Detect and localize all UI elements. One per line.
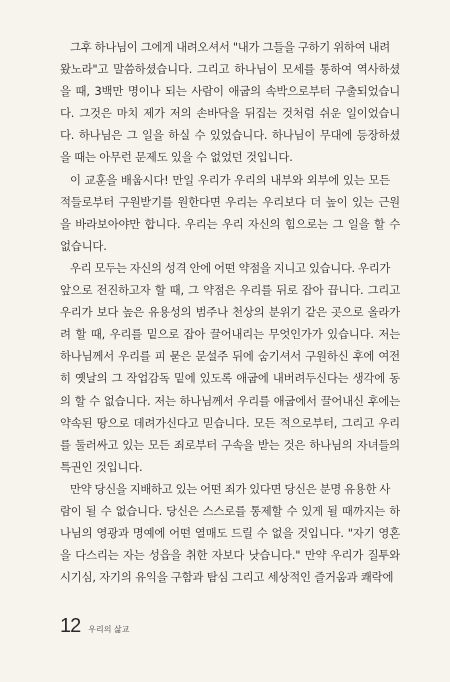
running-title: 우리의 삶교 [88, 625, 130, 634]
page-footer [60, 615, 129, 635]
text-line: 려 할 때, 우리를 밑으로 잡아 끌어내리는 무엇인가가 있습니다. 저는 [60, 327, 400, 342]
paragraph [60, 478, 400, 588]
text-line: 람이 될 수 없습니다. 당신은 스스로를 통제할 수 있게 될 때까지는 하 [60, 503, 400, 518]
paragraph [60, 36, 400, 169]
text-line: 을 때는 아무런 문제도 있을 수 없었던 것입니다. [60, 150, 293, 165]
text-line: 앞으로 전진하고자 할 때, 그 약점은 우리를 뒤로 잡아 끕니다. 그리고 [60, 283, 400, 298]
text-line: 의 할 수 없습니다. 저는 하나님께서 우리를 애굽에서 끌어내신 후에는 [60, 393, 400, 408]
page-number: 12 [60, 615, 81, 637]
text-line: 없습니다. [60, 238, 107, 253]
text-line: 이 교훈을 배웁시다! 만일 우리가 우리의 내부와 외부에 있는 모든 [70, 172, 390, 187]
text-line: 특권인 것입니다. [60, 459, 143, 474]
text-line: 시기심, 자기의 유익을 구함과 탐심 그리고 세상적인 즐거움과 쾌락에 [60, 570, 394, 585]
text-line: 적들로부터 구원받기를 원한다면 우리는 우리보다 더 높이 있는 근원 [60, 194, 400, 209]
text-line: 만약 당신을 지배하고 있는 어떤 죄가 있다면 당신은 분명 유용한 사 [70, 481, 390, 496]
body-text [60, 36, 400, 588]
text-line: 을 바라보아야만 합니다. 우리는 우리 자신의 힘으로는 그 일을 할 수 [60, 216, 400, 231]
text-line: 왔노라"고 말씀하셨습니다. 그리고 하나님이 모세를 통하여 역사하셨 [60, 62, 400, 77]
text-line: 다. 하나님은 그 일을 하실 수 있었습니다. 하나님이 무대에 등장하셨 [60, 128, 400, 143]
text-line: 그후 하나님이 그에게 내려오셔서 "내가 그들을 구하기 위하여 내려 [70, 40, 390, 54]
paragraph [60, 257, 400, 478]
text-line: 우리가 보다 높은 유용성의 범주나 천상의 분위기 같은 곳으로 올라가 [60, 305, 400, 320]
text-line: 약속된 땅으로 데려가신다고 믿습니다. 모든 적으로부터, 그리고 우리 [60, 415, 400, 430]
text-line: 을 때, 3백만 명이나 되는 사람이 애굽의 속박으로부터 구출되었습니 [60, 84, 400, 99]
text-line: 히 옛날의 그 작업감독 밑에 있도록 애굽에 내버려두신다는 생각에 동 [60, 371, 400, 386]
text-line: 을 다스리는 자는 성읍을 취한 자보다 낫습니다." 만약 우리가 질투와 [60, 548, 400, 563]
text-line: 다. 그것은 마치 제가 저의 손바닥을 뒤집는 것처럼 쉬운 일이었습니 [60, 106, 400, 121]
paragraph [60, 169, 400, 257]
text-line: 를 둘러싸고 있는 모든 죄로부터 구속을 받는 것은 하나님의 자녀들의 [60, 437, 400, 452]
text-line: 하나님께서 우리를 피 묻은 문설주 뒤에 숨기셔서 구원하신 후에 여전 [60, 349, 400, 364]
text-line: 우리 모두는 자신의 성격 안에 어떤 약점을 지니고 있습니다. 우리가 [70, 260, 390, 275]
text-line: 나님의 영광과 명예에 어떤 열매도 드릴 수 없을 것입니다. "자기 영혼 [60, 526, 400, 541]
